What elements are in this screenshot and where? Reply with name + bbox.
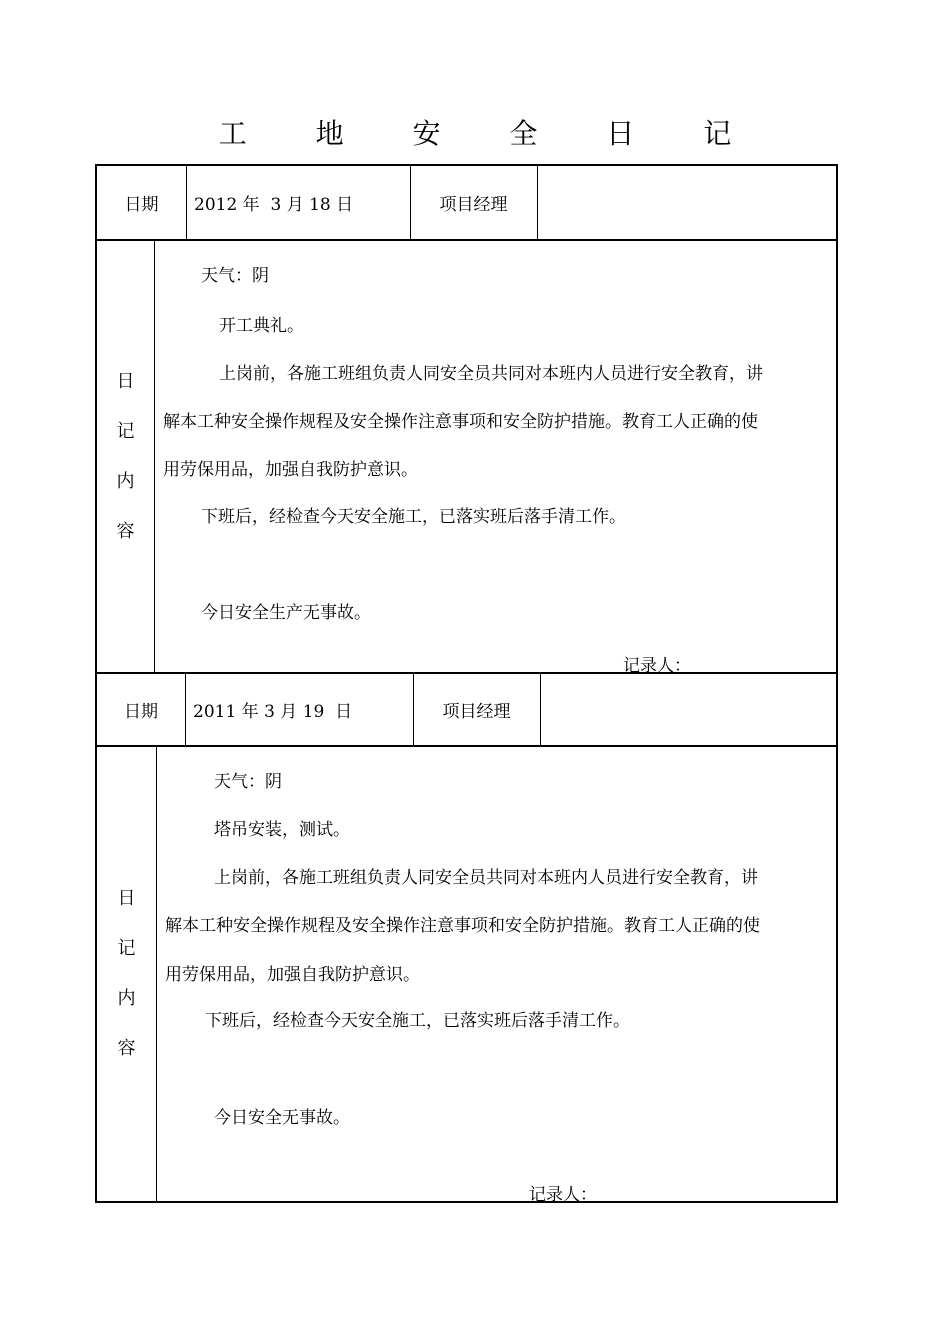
side-label-char: 内 [116, 470, 135, 492]
diary-entry-2 [95, 672, 838, 1203]
diary-content [155, 241, 836, 676]
side-label-char: 日 [116, 370, 135, 392]
side-label [97, 241, 154, 672]
manager-value [543, 166, 836, 239]
safety-education-line-2: 解本工种安全操作规程及安全操作注意事项和安全防护措施。教育工人正确的使 [163, 412, 758, 432]
safety-education-line-3: 用劳保用品，加强自我防护意识。 [163, 460, 418, 480]
side-label-char: 内 [117, 988, 136, 1009]
safety-education-line-1: 上岗前，各施工班组负责人同安全员共同对本班内人员进行安全教育，讲 [219, 364, 763, 384]
side-label-char: 日 [117, 888, 136, 909]
entry-header-row [97, 674, 836, 747]
side-label-char: 容 [117, 1038, 136, 1059]
date-label: 日期 [124, 195, 159, 215]
recorder-label: 记录人： [529, 1185, 597, 1205]
safety-summary-line: 今日安全生产无事故。 [201, 603, 371, 623]
safety-education-line-1: 上岗前，各施工班组负责人同安全员共同对本班内人员进行安全教育，讲 [214, 868, 758, 888]
date-label: 日期 [124, 702, 158, 722]
manager-label: 项目经理 [442, 702, 511, 722]
side-label-char: 记 [116, 420, 135, 442]
weather-line: 天气：阴 [201, 266, 269, 286]
side-label-char: 容 [116, 520, 135, 542]
after-work-check-line: 下班后，经检查今天安全施工，已落实班后落手清工作。 [205, 1011, 630, 1031]
date-value: 2012 年 3 月 18 日 [194, 195, 354, 215]
recorder-label: 记录人： [623, 656, 691, 676]
side-label [97, 747, 156, 1201]
entry-header-row [97, 166, 836, 241]
safety-education-line-2: 解本工种安全操作规程及安全操作注意事项和安全防护措施。教育工人正确的使 [165, 916, 760, 936]
date-value: 2011 年 3 月 19 日 [193, 702, 353, 722]
manager-label: 项目经理 [439, 195, 508, 215]
side-label-char: 记 [117, 938, 136, 959]
weather-line: 天气：阴 [214, 772, 282, 792]
diary-content [157, 747, 836, 1205]
entry-body-row [97, 747, 836, 1205]
page-title: 工 地 安 全 日 记 [218, 117, 762, 150]
diary-entry-1 [95, 164, 838, 674]
event-line: 塔吊安装，测试。 [214, 820, 350, 840]
event-line: 开工典礼。 [219, 316, 304, 336]
manager-value [546, 674, 836, 745]
safety-education-line-3: 用劳保用品，加强自我防护意识。 [165, 965, 420, 985]
safety-summary-line: 今日安全无事故。 [214, 1108, 350, 1128]
entry-body-row [97, 241, 836, 676]
after-work-check-line: 下班后，经检查今天安全施工，已落实班后落手清工作。 [201, 507, 626, 527]
